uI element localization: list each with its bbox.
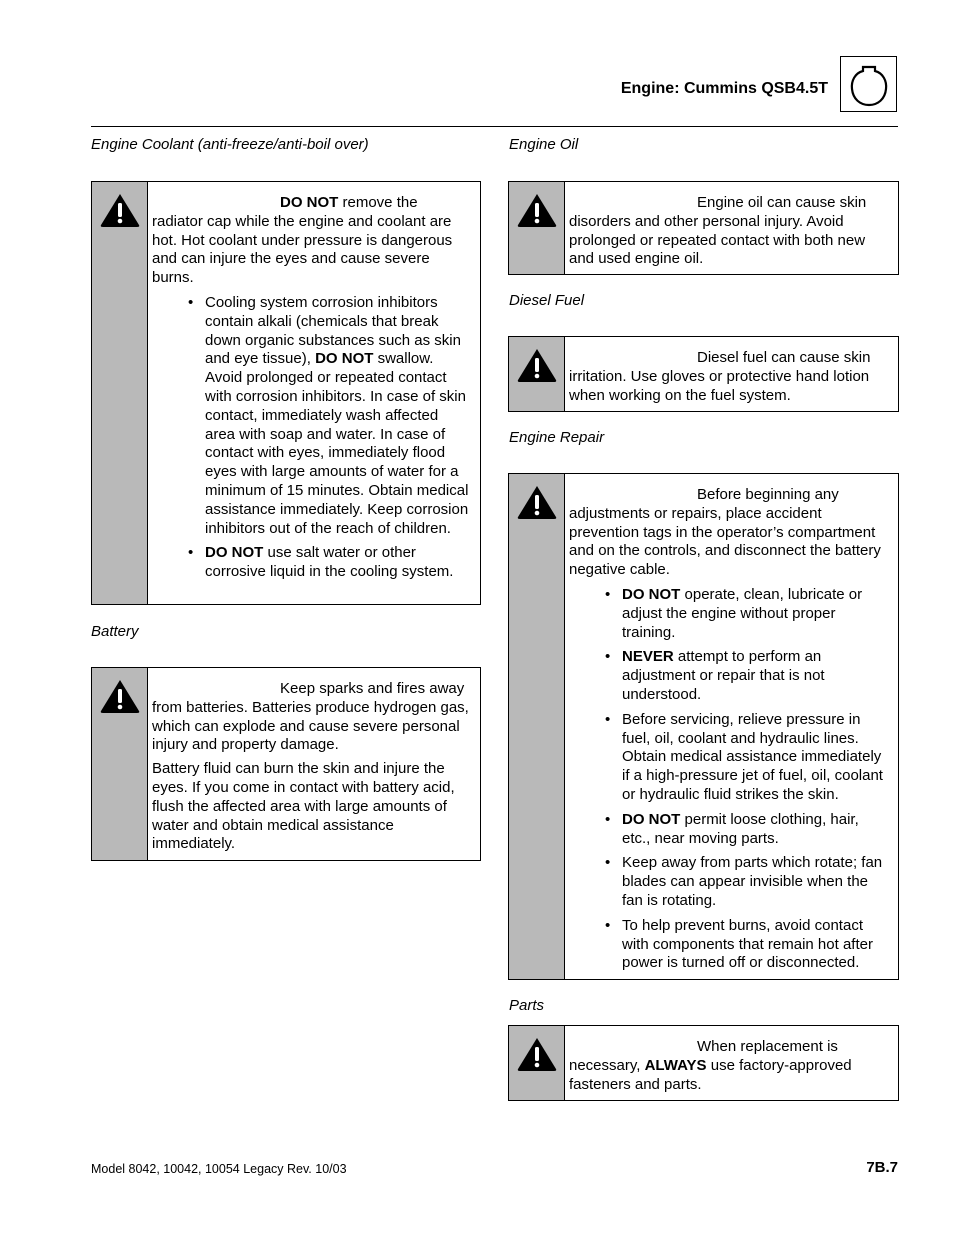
engine-icon-box bbox=[840, 56, 897, 112]
coolant-warning-text bbox=[152, 194, 472, 588]
list-item: • Keep away from parts which rotate; fan blades can appear invisible when the fan is rotating. bbox=[622, 854, 890, 910]
parts-warning-box bbox=[508, 1025, 899, 1101]
warning-triangle-icon bbox=[99, 678, 141, 714]
battery-p2: Battery fluid can burn the skin and injure the eyes. If you come in contact with battery acid, flush the affected area with large amounts of water and obtain medical assistance immediately. bbox=[152, 760, 455, 853]
coolant-section-label: Engine Coolant (anti-freeze/anti-boil over) bbox=[91, 136, 369, 153]
list-item: • DO NOT operate, clean, lubricate or adjust the engine without proper training. bbox=[622, 586, 890, 642]
engine-icon bbox=[849, 63, 889, 107]
fuel-warning-box bbox=[508, 336, 899, 412]
battery-warning-box bbox=[91, 667, 481, 861]
repair-section-label: Engine Repair bbox=[509, 429, 605, 446]
fuel-warning-text: Diesel fuel can cause skin irritation. Use gloves or protective hand lotion when working on the fuel system. bbox=[569, 349, 871, 404]
list-item: • DO NOT permit loose clothing, hair, etc., near moving parts. bbox=[622, 811, 890, 849]
coolant-warning-box bbox=[91, 181, 481, 605]
warning-triangle-icon bbox=[99, 192, 141, 228]
oil-warning-box bbox=[508, 181, 899, 275]
coolant-bullet-list bbox=[152, 294, 472, 582]
oil-warning-text: Engine oil can cause skin disorders and other personal injury. Avoid prolonged or repeated contact with both new and used engine oil. bbox=[569, 194, 867, 268]
warning-gutter bbox=[92, 182, 148, 604]
repair-warning-box bbox=[508, 473, 899, 980]
footer-model-info: Model 8042, 10042, 10054 Legacy Rev. 10/03 bbox=[91, 1162, 347, 1176]
warning-gutter bbox=[509, 474, 565, 979]
repair-bullet-list bbox=[569, 586, 890, 973]
list-item: • Cooling system corrosion inhibitors contain alkali (chemicals that break down organic substances such as skin and eye tissue), DO NOT swallow. Avoid prolonged or repeated contact with corrosion inhibitors. In case of skin contact, immediately wash affected area with soap and water. In case of contact with eyes, immediately flood eyes with large amounts of water for a minimum of 15 minutes. Obtain medical assistance immediately. Keep corrosion inhibitors out of the reach of children. bbox=[205, 294, 472, 538]
warning-triangle-icon bbox=[516, 192, 558, 228]
warning-triangle-icon bbox=[516, 1036, 558, 1072]
page-number: 7B.7 bbox=[866, 1159, 898, 1176]
warning-gutter bbox=[92, 668, 148, 860]
warning-triangle-icon bbox=[516, 484, 558, 520]
battery-warning-text bbox=[152, 680, 472, 859]
header-rule bbox=[91, 126, 898, 127]
parts-warning-text: When replacement is necessary, ALWAYS use factory-approved fasteners and parts. bbox=[569, 1038, 852, 1093]
parts-section-label: Parts bbox=[509, 997, 545, 1014]
list-item: • NEVER attempt to perform an adjustment or repair that is not understood. bbox=[622, 648, 890, 704]
oil-section-label: Engine Oil bbox=[509, 136, 579, 153]
warning-gutter bbox=[509, 182, 565, 274]
warning-gutter bbox=[509, 1026, 565, 1100]
list-item: • Before servicing, relieve pressure in fuel, oil, coolant and hydraulic lines. Obtain medical assistance immediately if a high-pressure jet of fuel, oil, coolant or hydraulic fluid strikes the skin. bbox=[622, 711, 890, 805]
battery-section-label: Battery bbox=[91, 623, 139, 640]
coolant-p1-bold: DO NOT bbox=[280, 194, 339, 211]
battery-p1: Keep sparks and fires away from batteries. Batteries produce hydrogen gas, which can explode and cause severe personal injury and property damage. bbox=[152, 680, 469, 754]
warning-triangle-icon bbox=[516, 347, 558, 383]
warning-gutter bbox=[509, 337, 565, 411]
repair-warning-text: Before beginning any adjustments or repairs, place accident prevention tags in the operator’s compartment and on the controls, and disconnect the battery negative cable. • DO NOT operate, clean, lubricate or adjust the engine without proper training. • NEVER attempt to perform an adjustment or repair that is not understood. • Before servicing, relieve pressure in fuel, oil, coolant and hydraulic lines. Obtain medical assistance immediately if a high-pressure jet of fuel, oil, coolant or hydraulic fluid strikes the skin. • DO NOT permit loose clothing, hair, etc., near moving parts. • Keep away from parts which rotate; fan blades can appear invisible when the fan is rotating. • To help prevent burns, avoid contact with components that remain hot after power is turned off or disconnected. bbox=[569, 486, 890, 979]
coolant-p1-text: remove the radiator cap while the engine and coolant are hot. Hot coolant under pressure is dangerous and can injure the eyes and cause severe burns. bbox=[152, 194, 453, 287]
list-item: • To help prevent burns, avoid contact with components that remain hot after power is turned off or disconnected. bbox=[622, 917, 890, 973]
page-title: Engine: Cummins QSB4.5T bbox=[620, 80, 828, 97]
fuel-section-label: Diesel Fuel bbox=[509, 292, 585, 309]
list-item: • DO NOT use salt water or other corrosive liquid in the cooling system. bbox=[205, 544, 472, 582]
